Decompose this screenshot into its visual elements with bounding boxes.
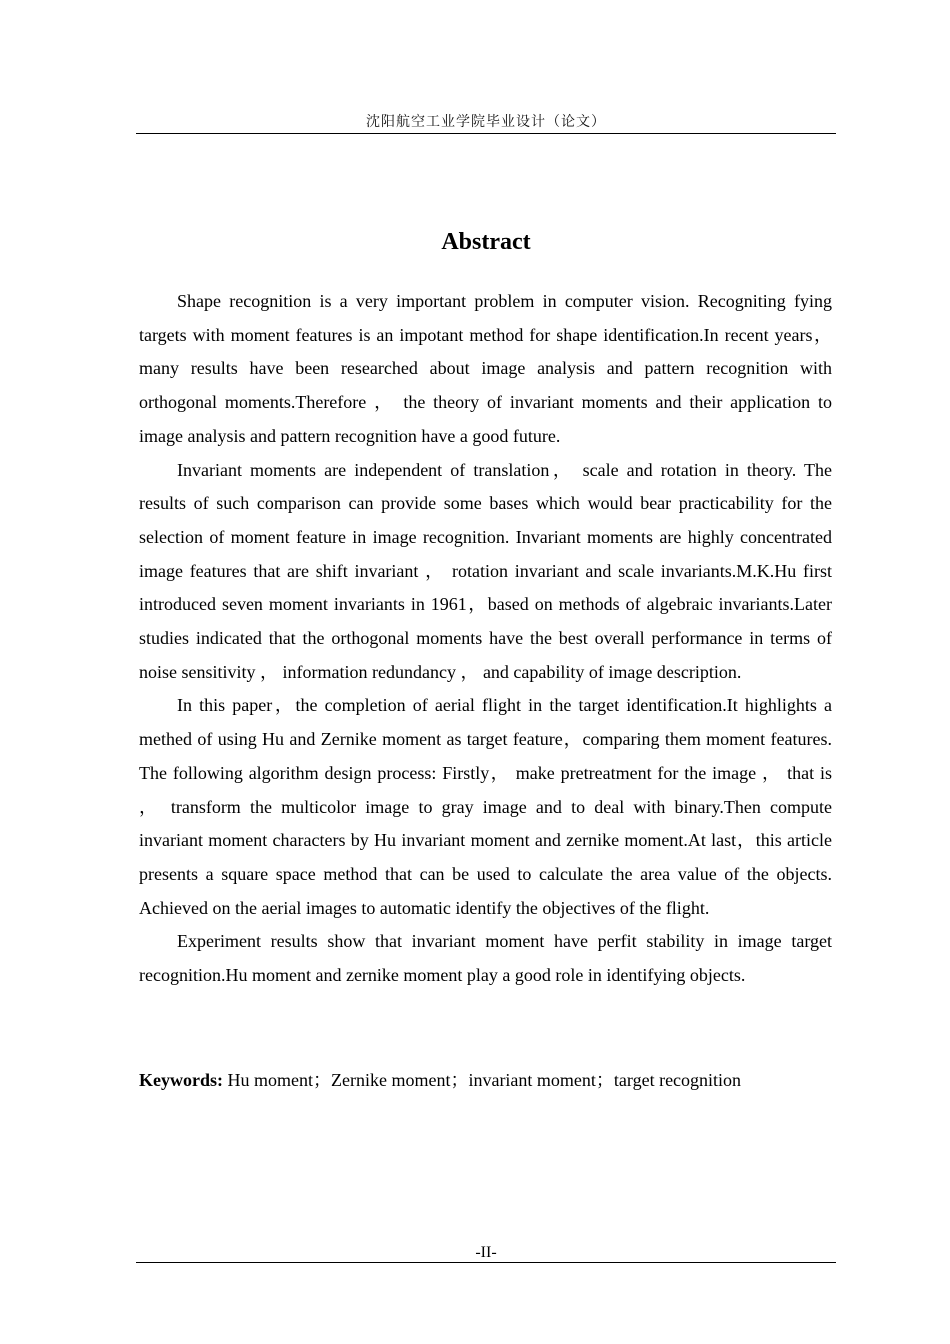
abstract-body bbox=[139, 285, 832, 993]
keywords-label: Keywords: bbox=[139, 1070, 223, 1090]
footer-rule bbox=[136, 1262, 836, 1263]
abstract-paragraph-4: Experiment results show that invariant moment have perfit stability in image target recognition.Hu moment and zernike moment play a good role in identifying objects. bbox=[139, 931, 832, 986]
abstract-paragraph-2: Invariant moments are independent of translation， scale and rotation in theory. The results of such comparison can provide some bases which would bear practicability for the selection of moment feature in image recognition. Invariant moments are highly concentrated image features that are shift invariant ， rotation invariant and scale invariants.M.K.Hu first introduced seven moment invariants in 1961，based on methods of algebraic invariants.Later studies indicated that the orthogonal moments have the best overall performance in terms of noise sensitivity ， information redundancy ， and capability of image description. bbox=[139, 459, 832, 682]
page-header: 沈阳航空工业学院毕业设计（论文） bbox=[366, 114, 606, 130]
header-rule bbox=[136, 133, 836, 134]
abstract-title: Abstract bbox=[441, 229, 531, 255]
page-number: -II- bbox=[475, 1244, 497, 1261]
keywords-text: Hu moment；Zernike moment；invariant moment；target recognition bbox=[227, 1070, 742, 1090]
abstract-paragraph-1: Shape recognition is a very important problem in computer vision. Recogniting fying targets with moment features is an impotant method for shape identification.In recent years， many results have been researched about image analysis and pattern recognition with orthogonal moments.Therefore ， the theory of invariant moments and their application to image analysis and pattern recognition have a good future. bbox=[139, 291, 832, 446]
abstract-paragraph-3: In this paper，the completion of aerial flight in the target identification.It highlights a methed of using Hu and Zernike moment as target feature，comparing them moment features. The following algorithm design process: Firstly， make pretreatment for the image ， that is ， transform the multicolor image to gray image and to deal with binary.Then compute invariant moment characters by Hu invariant moment and zernike moment.At last，this article presents a square space method that can be used to calculate the area value of the objects. Achieved on the aerial images to automatic identify the objectives of the flight. bbox=[139, 695, 832, 918]
keywords-line bbox=[139, 1066, 832, 1094]
